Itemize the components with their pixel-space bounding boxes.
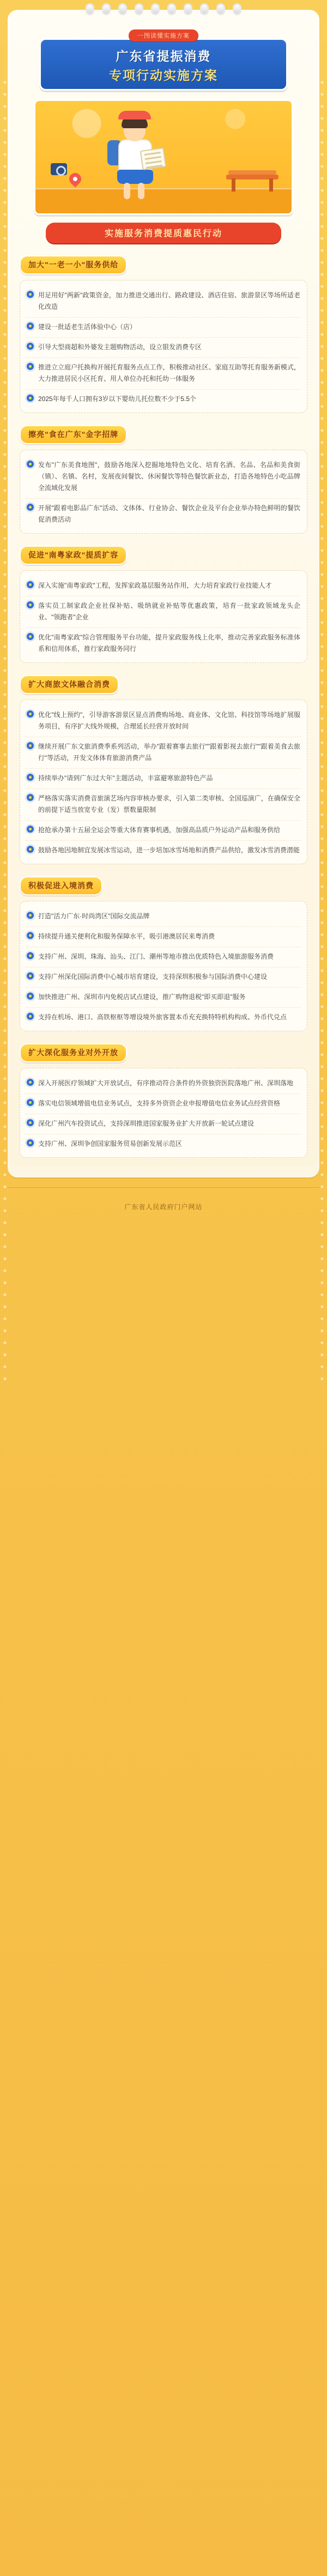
hero-illustration [34, 99, 293, 215]
section-title: 积极促进入境消费 [28, 881, 94, 890]
bullet-icon [27, 794, 34, 801]
list-item-text: 加快推进广州、深圳市内免税店试点建设，推广购物退税"即买即退"服务 [38, 993, 246, 1001]
list-item [26, 988, 301, 1008]
list-item [26, 907, 301, 927]
list-item-text: 严格落实落实消费音旅演艺场内容审核办要求，引入第二类审核、全国巡演广，在确保安全的前提下适当放宽专业（发）票数量限制 [38, 794, 300, 814]
list-item [26, 358, 301, 390]
list-item-text: 继续开展广东文旅消费季系列活动，举办"跟着赛事去旅行""跟着影视去旅行""跟着美食去旅行"等活动，开发文体体育旅游消费产品 [38, 743, 300, 762]
notebook-rings [0, 3, 327, 17]
bullet-icon [27, 774, 34, 781]
list-item [26, 706, 301, 737]
list-item [26, 1134, 301, 1154]
bullet-icon [27, 601, 34, 608]
section-header [20, 1043, 127, 1062]
bullet-icon [27, 993, 34, 1000]
bullet-icon [27, 1139, 34, 1146]
list-item-text: 落实员工制家政企业社保补贴、吸纳就业补贴等优惠政策，培育一批家政领域龙头企业、"领跑者"企业 [38, 602, 300, 621]
ring-icon [135, 3, 143, 15]
list-item-text: 鼓励各地因地制宜发展冰雪运动，进一步培加冰雪场地和消费产品供给，激发冰雪消费潜能 [38, 846, 300, 854]
list-item-text: 支持在机场、港口、高铁枢枢等增设境外旅客置本币充充换特特机构构成、外币代兑点 [38, 1013, 287, 1021]
list-item [26, 390, 301, 409]
section-card [20, 700, 307, 864]
section-header [20, 546, 127, 565]
section-card [20, 280, 307, 413]
list-item [26, 499, 301, 530]
list-item-text: 推进立立庭户托换构开展托育服务点点工作，积极推动社区、家庭互助等托育服务新模式，大力推进居民小区托育、用人单位办托和托幼一体服务 [38, 363, 300, 382]
ring-icon [167, 3, 176, 15]
section-card [20, 450, 307, 534]
footer-divider [8, 1187, 319, 1188]
section-food-brand [20, 425, 307, 534]
right-dot-border [319, 76, 325, 1386]
list-item [26, 927, 301, 947]
bullet-icon [27, 952, 34, 959]
list-item-text: 打造"活力广东·时尚湾区"国际交流品牌 [38, 912, 150, 920]
bullet-icon [27, 395, 34, 402]
list-item-text: 优化"南粤家政"综合管理服务平台功能，提升家政服务线上化率，推动完善家政服务标准体系和信用体系，推行家政服务同行 [38, 633, 300, 653]
list-item [26, 821, 301, 841]
list-item-text: 抢抢承办第十五届全运会等重大体育赛事机遇，加强高品质户外运动产品和服务供给 [38, 826, 281, 834]
list-item-text: 用足用好"两新"政策资金，加力推进交通出行、路政建设、酒店住宿、旅游景区等场所适老化改造 [38, 291, 300, 310]
bullet-icon [27, 322, 34, 330]
bullet-icon [27, 912, 34, 919]
page-title-line2: 专项行动实施方案 [109, 68, 218, 82]
section-card [20, 901, 307, 1031]
list-item-text: 支持广州深化国际消费中心城市培育建设，支持深圳积极参与国际消费中心建设 [38, 973, 268, 981]
bullet-icon [27, 504, 34, 511]
bullet-icon [27, 710, 34, 718]
list-item-text: 落实电信领域增值电信业务试点，支持多外资资企业申报增值电信业务试点经营资格 [38, 1099, 281, 1107]
bullet-icon [27, 932, 34, 939]
bullet-icon [27, 343, 34, 350]
list-item [26, 628, 301, 659]
list-item-text: 持续提升通关便利化和服务保障水平，吸引港澳居民来粤消费 [38, 933, 215, 940]
bullet-icon [27, 826, 34, 833]
page-title-line1: 广东省提振消费 [116, 49, 211, 63]
list-item-text: 优化"线上预约"，引导游客游景区显点消费购场地、商业体、文化馆、科技馆等场地扩展服务项目，有序扩大线外规模，合理延长经营开放时间 [38, 711, 300, 730]
header [17, 26, 310, 91]
list-item-text: 深化广州汽车投资试点，支持深圳推进国家服务业扩大开放新一轮试点建设 [38, 1120, 255, 1127]
footer-source: 广东省人民政府门户网站 [124, 1203, 203, 1211]
section-header [20, 675, 119, 694]
camera-icon [51, 163, 67, 175]
section-commerce-tourism-culture-sports [20, 675, 307, 864]
bullet-icon [27, 1079, 34, 1086]
list-item-text: 建设一批适老生活体验中心（店） [38, 323, 137, 331]
bullet-icon [27, 742, 34, 749]
map-icon [140, 147, 167, 170]
list-item [26, 967, 301, 988]
section-card [20, 1068, 307, 1158]
list-item [26, 456, 301, 499]
list-item-text: 开展"跟着电影品广东"活动、文体体、行业协会、餐饮企业及平台企业举办特色鲜明的餐饮促消费活动 [38, 504, 300, 523]
left-dot-border [2, 76, 8, 1386]
list-item-text: 引导大型商超和外婆发主题购物活动，设立银发消费专区 [38, 343, 202, 351]
page-title [39, 38, 288, 91]
list-item [26, 338, 301, 358]
list-item [26, 769, 301, 789]
section-domestic-service [20, 546, 307, 663]
list-item [26, 947, 301, 967]
section-header [20, 876, 102, 895]
list-item-text: 支持广州、深圳、珠海、汕头、江门、潮州等地市推出优质特色入境旅游服务消费 [38, 953, 274, 960]
bullet-icon [27, 972, 34, 979]
hero-caption: 实施服务消费提质惠民行动 [46, 223, 281, 243]
section-elderly-childcare [20, 255, 307, 413]
bullet-icon [27, 1099, 34, 1106]
ring-icon [118, 3, 127, 15]
section-title: 扩大深化服务业对外开放 [28, 1048, 118, 1057]
content-sheet [8, 10, 319, 1178]
bullet-icon [27, 1013, 34, 1020]
ring-icon [233, 3, 241, 15]
section-card [20, 570, 307, 663]
ring-icon [184, 3, 192, 15]
list-item [26, 841, 301, 860]
section-title: 加大"一老一小"服务供给 [28, 260, 119, 269]
ring-icon [151, 3, 160, 15]
bullet-icon [27, 461, 34, 468]
list-item-text: 支持广州、深圳争创国家服务贸易创新发展示范区 [38, 1140, 183, 1147]
bench-icon [226, 162, 278, 192]
bullet-icon [27, 1119, 34, 1126]
list-item-text: 发布"广东美食地图"，鼓励各地深入挖掘地地特色文化、培育名酒、名品、名品和美食街（镇）、名镇、名村，发展夜间餐饮、休闲餐饮等特色餐饮新业态，打造各地特色小吃品牌全流域化发展 [38, 461, 300, 492]
list-item-text: 2025年每千人口拥有3岁以下婴幼儿托位数不少于5.5个 [38, 395, 197, 403]
list-item [26, 1008, 301, 1027]
list-item [26, 737, 301, 769]
list-item [26, 1094, 301, 1114]
bullet-icon [27, 291, 34, 298]
ring-icon [216, 3, 225, 15]
bullet-icon [27, 633, 34, 640]
header-ribbon: 一图读懂实施方案 [129, 29, 198, 41]
list-item [26, 318, 301, 338]
section-header [20, 425, 127, 444]
list-item [26, 1074, 301, 1094]
list-item-text: 持续举办"请到广东过大年"主题活动，丰富避寒旅游特色产品 [38, 774, 213, 782]
ring-icon [200, 3, 209, 15]
bullet-icon [27, 846, 34, 853]
bullet-icon [27, 363, 34, 370]
list-item [26, 576, 301, 596]
section-service-opening-up [20, 1043, 307, 1158]
ring-icon [102, 3, 111, 15]
section-title: 擦亮"食在广东"金字招牌 [28, 430, 119, 439]
section-header [20, 255, 127, 274]
map-pin-icon [69, 173, 81, 188]
list-item [26, 596, 301, 628]
section-title: 促进"南粤家政"提质扩容 [28, 551, 119, 559]
list-item-text: 深入开展医疗领域扩大开放试点，有序推动符合条件的外资独资医院落地广州、深圳落地 [38, 1079, 294, 1087]
bullet-icon [27, 581, 34, 588]
list-item [26, 1114, 301, 1134]
traveler-illustration [104, 110, 169, 198]
list-item [26, 286, 301, 318]
section-inbound-consumption [20, 876, 307, 1031]
ring-icon [86, 3, 94, 15]
list-item-text: 深入实施"南粤家政"工程，发挥家政基层服务站作用，大力培育家政行业技能人才 [38, 582, 272, 589]
section-title: 扩大商旅文体融合消费 [28, 680, 110, 689]
list-item [26, 789, 301, 821]
